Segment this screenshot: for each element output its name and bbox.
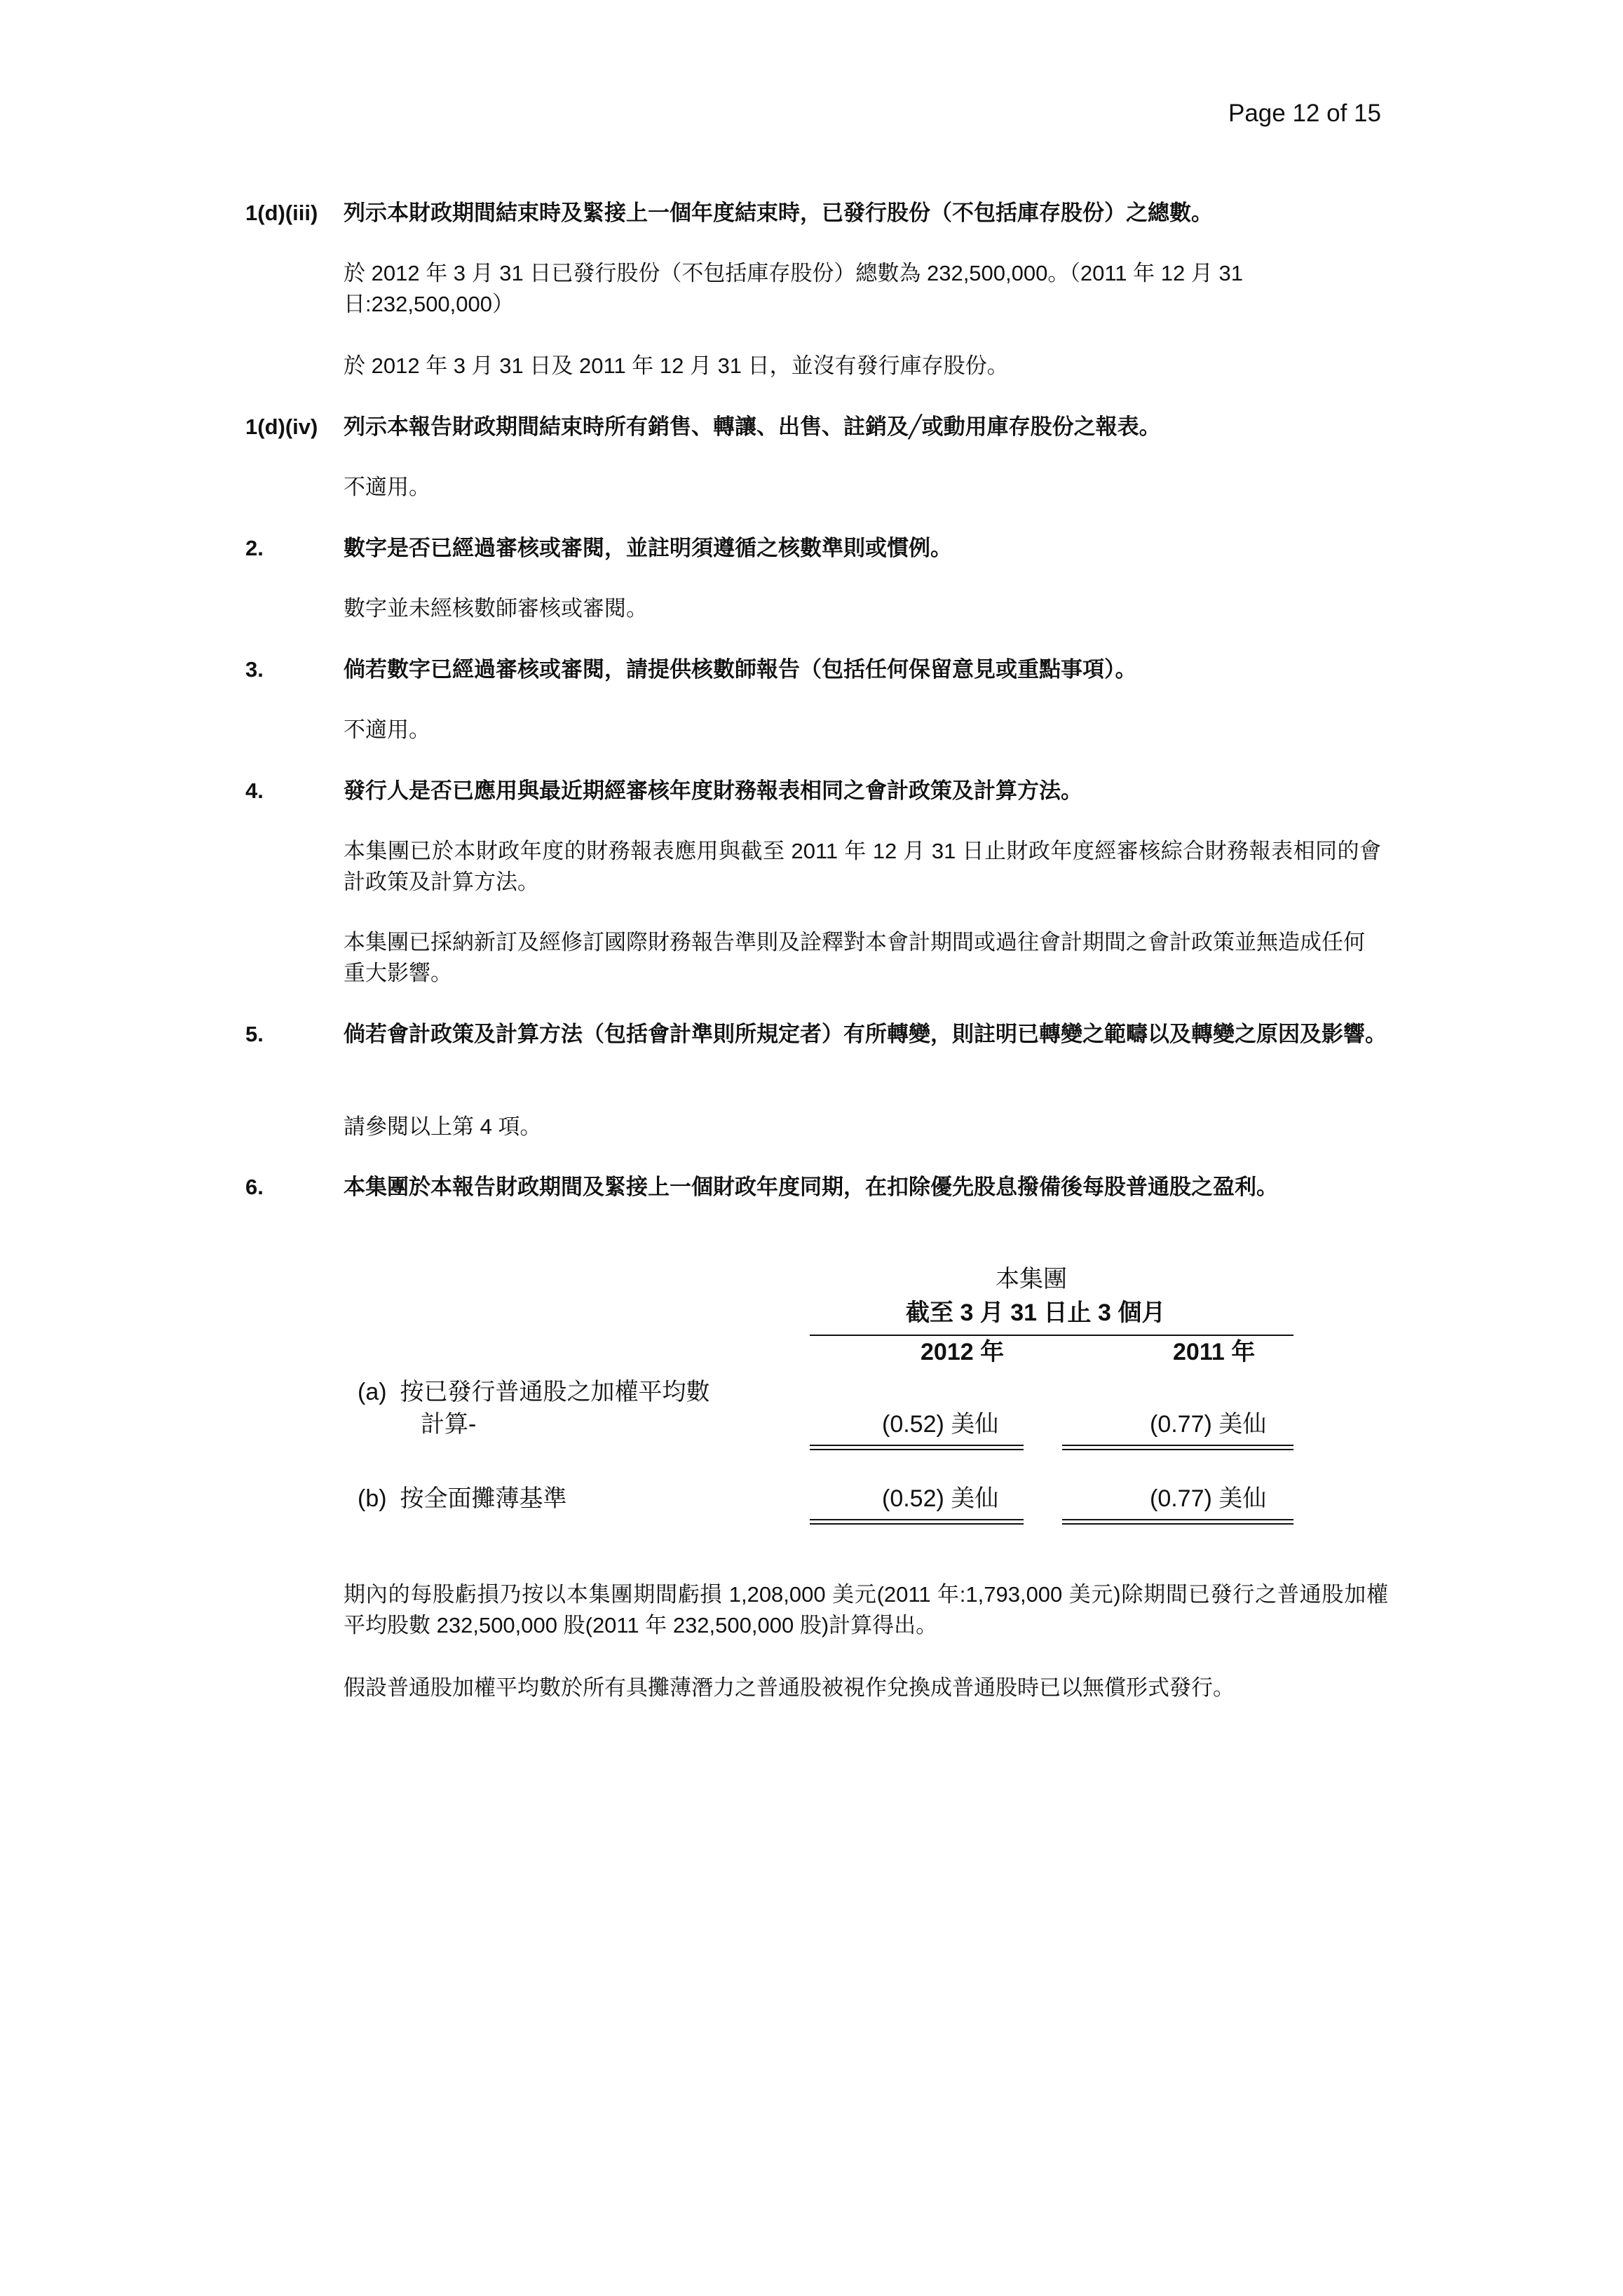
section-number-2: 2. [245,536,264,560]
section-4-paragraph-1: 本集團已於本財政年度的財務報表應用與截至 2011 年 12 月 31 日止財政年度經審核綜合財務報表相同的會計政策及計算方法。 [344,839,1381,894]
eps-row-a-label-2: 計算- [421,1411,477,1438]
section-4-paragraph-2: 本集團已採納新訂及經修訂國際財務報告準則及詮釋對本會計期間或過往會計期間之會計政策並無造成任何重大影響。 [344,930,1365,985]
eps-row-a-2011-double-rule-bottom [1062,1449,1293,1450]
section-3-paragraph-1: 不適用。 [344,717,430,742]
eps-col-2012: 2012 年 [921,1339,1005,1365]
eps-group-header: 本集團 [996,1266,1067,1292]
eps-row-a-2011-double-rule-top [1062,1445,1293,1446]
section-1div-paragraph-1: 不適用。 [344,475,430,499]
section-heading-4: 發行人是否已應用與最近期經審核年度財務報表相同之會計政策及計算方法。 [344,778,1082,803]
section-number-5: 5. [245,1022,264,1046]
eps-row-a-2011: (0.77) 美仙 [1150,1411,1267,1438]
section-heading-1diii: 列示本財政期間結束時及緊接上一個年度結束時，已發行股份（不包括庫存股份）之總數。 [344,201,1213,225]
section-5-paragraph-1: 請參閱以上第 4 項。 [344,1114,542,1139]
eps-row-a-label-1: (a) 按已發行普通股之加權平均數 [358,1379,710,1405]
eps-row-b-2012: (0.52) 美仙 [882,1485,999,1512]
eps-note-1: 期內的每股虧損乃按以本集團期間虧損 1,208,000 美元(2011 年:1,793,000 美元)除期間已發行之普通股加權平均股數 232,500,000 股(2011 年 232,500,000 股)計算得出。 [344,1582,1388,1637]
section-1diii-paragraph-2: 於 2012 年 3 月 31 日及 2011 年 12 月 31 日，並沒有發行庫存股份。 [344,353,1009,378]
eps-period-header: 截至 3 月 31 日止 3 個月 [906,1299,1166,1326]
page-number: Page 12 of 15 [1228,100,1381,127]
section-2-paragraph-1: 數字並未經核數師審核或審閱。 [344,596,648,621]
section-heading-1div: 列示本報告財政期間結束時所有銷售、轉讓、出售、註銷及╱或動用庫存股份之報表。 [344,414,1161,439]
section-number-1div: 1(d)(iv) [245,414,318,439]
eps-row-b-2012-double-rule-bottom [810,1523,1024,1525]
eps-row-b-2011-double-rule-top [1062,1519,1293,1520]
section-heading-2: 數字是否已經過審核或審閱，並註明須遵循之核數準則或慣例。 [344,536,952,560]
section-number-6: 6. [245,1175,264,1199]
section-heading-6: 本集團於本報告財政期間及緊接上一個財政年度同期，在扣除優先股息撥備後每股普通股之盈利。 [344,1175,1278,1199]
section-number-4: 4. [245,778,264,803]
eps-row-b-2012-double-rule-top [810,1519,1024,1520]
section-number-1diii: 1(d)(iii) [245,201,318,225]
eps-row-a-2012: (0.52) 美仙 [882,1411,999,1438]
section-number-3: 3. [245,657,264,682]
eps-row-b-label: (b) 按全面攤薄基準 [358,1485,567,1512]
section-1diii-paragraph-1: 於 2012 年 3 月 31 日已發行股份（不包括庫存股份）總數為 232,500,000。（2011 年 12 月 31 日:232,500,000） [344,261,1243,316]
eps-row-a-2012-double-rule-top [810,1445,1024,1446]
eps-row-a-2012-double-rule-bottom [810,1449,1024,1450]
section-heading-3: 倘若數字已經過審核或審閱，請提供核數師報告（包括任何保留意見或重點事項）。 [344,657,1137,682]
eps-header-rule [810,1335,1293,1336]
eps-row-b-2011: (0.77) 美仙 [1150,1485,1267,1512]
section-heading-5: 倘若會計政策及計算方法（包括會計準則所規定者）有所轉變，則註明已轉變之範疇以及轉變之原因及影響。 [344,1022,1387,1046]
eps-note-2: 假設普通股加權平均數於所有具攤薄潛力之普通股被視作兌換成普通股時已以無償形式發行。 [344,1675,1235,1700]
eps-col-2011: 2011 年 [1173,1339,1256,1365]
eps-row-b-2011-double-rule-bottom [1062,1523,1293,1525]
